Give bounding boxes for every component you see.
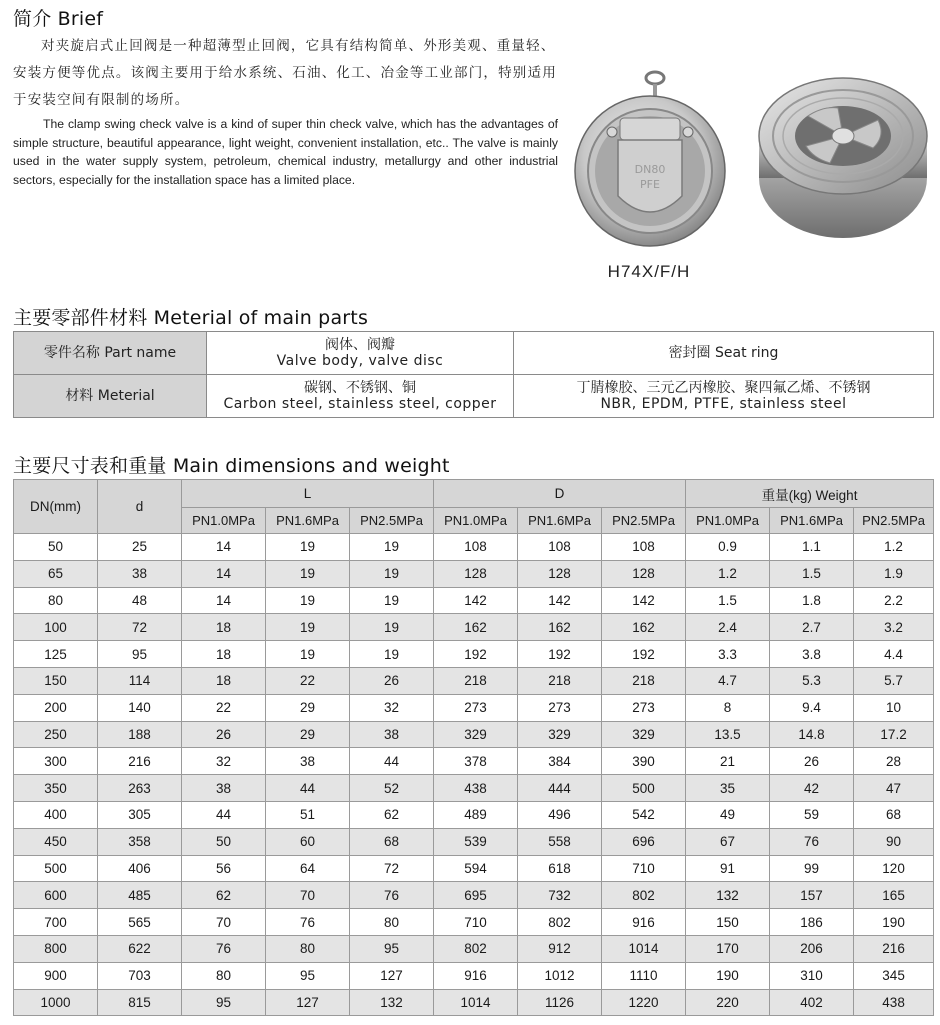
- table-cell: 216: [854, 935, 934, 962]
- table-cell: 310: [770, 962, 854, 989]
- table-cell: 142: [434, 587, 518, 614]
- table-cell: 21: [686, 748, 770, 775]
- table-cell: 100: [14, 614, 98, 641]
- valve-front-view: [575, 72, 725, 246]
- table-cell: 345: [854, 962, 934, 989]
- table-cell: 150: [14, 667, 98, 694]
- table-row: [14, 882, 934, 909]
- table-cell: 44: [182, 801, 266, 828]
- table-cell: 1014: [602, 935, 686, 962]
- parts-cell: 阀体、阀瓣 Valve body, valve disc: [207, 332, 514, 375]
- table-cell: 17.2: [854, 721, 934, 748]
- svg-text:DN80: DN80: [634, 163, 666, 176]
- header-pressure: PN1.6MPa: [518, 508, 602, 534]
- table-cell: 90: [854, 828, 934, 855]
- table-cell: 273: [602, 694, 686, 721]
- table-cell: 65: [14, 560, 98, 587]
- table-cell: 450: [14, 828, 98, 855]
- table-cell: 10: [854, 694, 934, 721]
- table-cell: 68: [350, 828, 434, 855]
- brief-chinese-text: 对夹旋启式止回阀是一种超薄型止回阀，它具有结构简单、外形美观、重量轻、安装方便等优点。该阀主要用于给水系统、石油、化工、冶金等工业部门，特别适用于安装空间有限制的场所。: [13, 38, 557, 108]
- table-cell: 192: [602, 641, 686, 668]
- table-row: [14, 375, 934, 418]
- table-cell: 99: [770, 855, 854, 882]
- table-cell: 42: [770, 775, 854, 802]
- table-cell: 329: [602, 721, 686, 748]
- table-cell: 95: [350, 935, 434, 962]
- table-cell: 76: [770, 828, 854, 855]
- table-cell: 300: [14, 748, 98, 775]
- table-cell: 38: [266, 748, 350, 775]
- table-cell: 19: [350, 560, 434, 587]
- table-cell: 19: [350, 641, 434, 668]
- table-cell: 120: [854, 855, 934, 882]
- table-cell: 1.1: [770, 534, 854, 561]
- table-cell: 56: [182, 855, 266, 882]
- table-cell: 38: [350, 721, 434, 748]
- table-cell: 162: [434, 614, 518, 641]
- table-cell: 273: [518, 694, 602, 721]
- table-cell: 19: [266, 587, 350, 614]
- table-cell: 80: [350, 909, 434, 936]
- table-row: [14, 332, 934, 375]
- table-cell: 26: [770, 748, 854, 775]
- table-cell: 329: [434, 721, 518, 748]
- table-cell: 732: [518, 882, 602, 909]
- table-cell: 108: [518, 534, 602, 561]
- table-cell: 28: [854, 748, 934, 775]
- table-cell: 700: [14, 909, 98, 936]
- table-cell: 5.3: [770, 667, 854, 694]
- table-cell: 26: [350, 667, 434, 694]
- table-cell: 162: [518, 614, 602, 641]
- table-cell: 80: [266, 935, 350, 962]
- parts-row-label: 零件名称 Part name: [14, 332, 207, 375]
- table-cell: 0.9: [686, 534, 770, 561]
- table-cell: 127: [266, 989, 350, 1016]
- table-cell: 162: [602, 614, 686, 641]
- table-cell: 500: [14, 855, 98, 882]
- table-cell: 4.4: [854, 641, 934, 668]
- table-cell: 125: [14, 641, 98, 668]
- table-cell: 47: [854, 775, 934, 802]
- header-L: L: [182, 480, 434, 508]
- table-cell: 2.2: [854, 587, 934, 614]
- table-cell: 62: [350, 801, 434, 828]
- table-cell: 22: [182, 694, 266, 721]
- header-weight: 重量(kg) Weight: [686, 480, 934, 508]
- table-cell: 489: [434, 801, 518, 828]
- table-cell: 438: [434, 775, 518, 802]
- table-cell: 29: [266, 721, 350, 748]
- table-cell: 19: [350, 534, 434, 561]
- table-cell: 50: [182, 828, 266, 855]
- table-cell: 157: [770, 882, 854, 909]
- table-cell: 38: [182, 775, 266, 802]
- table-cell: 5.7: [854, 667, 934, 694]
- table-cell: 186: [770, 909, 854, 936]
- table-cell: 132: [686, 882, 770, 909]
- valve-product-photo: [568, 28, 930, 253]
- table-cell: 406: [98, 855, 182, 882]
- table-cell: 594: [434, 855, 518, 882]
- table-cell: 622: [98, 935, 182, 962]
- parts-cell: 密封圈 Seat ring: [514, 332, 934, 375]
- table-cell: 142: [602, 587, 686, 614]
- table-cell: 1000: [14, 989, 98, 1016]
- table-cell: 192: [434, 641, 518, 668]
- table-cell: 142: [518, 587, 602, 614]
- table-cell: 19: [266, 641, 350, 668]
- table-cell: 22: [266, 667, 350, 694]
- table-cell: 3.2: [854, 614, 934, 641]
- table-cell: 1012: [518, 962, 602, 989]
- table-cell: 48: [98, 587, 182, 614]
- table-cell: 703: [98, 962, 182, 989]
- svg-text:PFE: PFE: [640, 178, 660, 191]
- table-row: [14, 909, 934, 936]
- table-row: [14, 667, 934, 694]
- table-cell: 67: [686, 828, 770, 855]
- table-cell: 95: [182, 989, 266, 1016]
- table-cell: 70: [182, 909, 266, 936]
- table-cell: 95: [266, 962, 350, 989]
- parts-cell: 碳钢、不锈钢、铜 Carbon steel, stainless steel, copper: [207, 375, 514, 418]
- table-cell: 32: [182, 748, 266, 775]
- table-cell: 29: [266, 694, 350, 721]
- table-cell: 132: [350, 989, 434, 1016]
- table-cell: 80: [182, 962, 266, 989]
- table-cell: 95: [98, 641, 182, 668]
- table-cell: 1126: [518, 989, 602, 1016]
- table-row: [14, 560, 934, 587]
- table-cell: 52: [350, 775, 434, 802]
- table-cell: 916: [434, 962, 518, 989]
- table-cell: 19: [266, 614, 350, 641]
- table-cell: 220: [686, 989, 770, 1016]
- dimensions-title: 主要尺寸表和重量 Main dimensions and weight: [13, 455, 450, 477]
- table-cell: 218: [434, 667, 518, 694]
- table-cell: 26: [182, 721, 266, 748]
- table-cell: 9.4: [770, 694, 854, 721]
- table-cell: 1.8: [770, 587, 854, 614]
- valve-side-view: [759, 78, 927, 238]
- table-cell: 802: [434, 935, 518, 962]
- table-cell: 4.7: [686, 667, 770, 694]
- table-cell: 76: [266, 909, 350, 936]
- table-cell: 49: [686, 801, 770, 828]
- table-cell: 190: [686, 962, 770, 989]
- table-cell: 2.7: [770, 614, 854, 641]
- table-cell: 350: [14, 775, 98, 802]
- table-row: [14, 694, 934, 721]
- parts-title: 主要零部件材料 Meterial of main parts: [13, 307, 369, 329]
- table-row: [14, 534, 934, 561]
- header-pressure: PN2.5MPa: [854, 508, 934, 534]
- table-cell: 14.8: [770, 721, 854, 748]
- table-cell: 76: [182, 935, 266, 962]
- table-cell: 218: [518, 667, 602, 694]
- header-pressure: PN2.5MPa: [602, 508, 686, 534]
- table-cell: 190: [854, 909, 934, 936]
- table-cell: 444: [518, 775, 602, 802]
- table-cell: 1.9: [854, 560, 934, 587]
- table-cell: 192: [518, 641, 602, 668]
- table-cell: 128: [602, 560, 686, 587]
- table-row: [14, 721, 934, 748]
- header-pressure: PN1.0MPa: [434, 508, 518, 534]
- header-D: D: [434, 480, 686, 508]
- table-cell: 18: [182, 641, 266, 668]
- table-cell: 485: [98, 882, 182, 909]
- table-cell: 3.3: [686, 641, 770, 668]
- table-cell: 1.5: [770, 560, 854, 587]
- header-pressure: PN1.0MPa: [686, 508, 770, 534]
- table-cell: 128: [434, 560, 518, 587]
- table-cell: 1.2: [686, 560, 770, 587]
- table-cell: 70: [266, 882, 350, 909]
- table-cell: 1.2: [854, 534, 934, 561]
- table-cell: 18: [182, 614, 266, 641]
- table-cell: 329: [518, 721, 602, 748]
- table-cell: 1014: [434, 989, 518, 1016]
- table-cell: 618: [518, 855, 602, 882]
- table-cell: 35: [686, 775, 770, 802]
- header-pressure: PN1.0MPa: [182, 508, 266, 534]
- table-cell: 438: [854, 989, 934, 1016]
- table-cell: 50: [14, 534, 98, 561]
- table-cell: 710: [434, 909, 518, 936]
- table-cell: 358: [98, 828, 182, 855]
- table-row: [14, 587, 934, 614]
- table-cell: 378: [434, 748, 518, 775]
- table-cell: 539: [434, 828, 518, 855]
- table-cell: 150: [686, 909, 770, 936]
- table-row: [14, 828, 934, 855]
- table-cell: 400: [14, 801, 98, 828]
- table-cell: 273: [434, 694, 518, 721]
- table-cell: 200: [14, 694, 98, 721]
- table-cell: 19: [266, 534, 350, 561]
- parts-cell: 丁腈橡胶、三元乙丙橡胶、聚四氟乙烯、不锈钢 NBR, EPDM, PTFE, stainless steel: [514, 375, 934, 418]
- table-cell: 188: [98, 721, 182, 748]
- table-cell: 76: [350, 882, 434, 909]
- table-row: [14, 935, 934, 962]
- table-cell: 19: [266, 560, 350, 587]
- table-cell: 250: [14, 721, 98, 748]
- table-cell: 80: [14, 587, 98, 614]
- table-cell: 68: [854, 801, 934, 828]
- table-cell: 14: [182, 587, 266, 614]
- table-cell: 565: [98, 909, 182, 936]
- header-dn: DN(mm): [14, 480, 98, 534]
- table-cell: 14: [182, 534, 266, 561]
- table-cell: 558: [518, 828, 602, 855]
- table-cell: 802: [518, 909, 602, 936]
- table-cell: 72: [98, 614, 182, 641]
- table-cell: 44: [266, 775, 350, 802]
- table-cell: 916: [602, 909, 686, 936]
- table-cell: 216: [98, 748, 182, 775]
- table-cell: 695: [434, 882, 518, 909]
- header-pressure: PN1.6MPa: [266, 508, 350, 534]
- table-cell: 912: [518, 935, 602, 962]
- dimensions-table: [13, 479, 934, 1016]
- table-row: [14, 855, 934, 882]
- table-cell: 206: [770, 935, 854, 962]
- table-cell: 25: [98, 534, 182, 561]
- table-cell: 32: [350, 694, 434, 721]
- table-cell: 1.5: [686, 587, 770, 614]
- table-cell: 2.4: [686, 614, 770, 641]
- table-cell: 91: [686, 855, 770, 882]
- table-cell: 218: [602, 667, 686, 694]
- table-cell: 60: [266, 828, 350, 855]
- table-cell: 800: [14, 935, 98, 962]
- table-row: [14, 641, 934, 668]
- table-cell: 62: [182, 882, 266, 909]
- table-cell: 108: [602, 534, 686, 561]
- table-row: [14, 962, 934, 989]
- table-cell: 13.5: [686, 721, 770, 748]
- table-row: [14, 801, 934, 828]
- table-cell: 128: [518, 560, 602, 587]
- table-cell: 19: [350, 614, 434, 641]
- brief-english-text: The clamp swing check valve is a kind of super thin check valve, which has the advantages of simple structure, beautiful appearance, light weight, convenient installation, etc.. The valve is mainly used in the water supply system, petroleum, chemical industry, metallurgy and other industrial sectors, especially for the installation space has a limited place.: [13, 117, 558, 187]
- table-cell: 802: [602, 882, 686, 909]
- table-cell: 18: [182, 667, 266, 694]
- table-cell: 496: [518, 801, 602, 828]
- table-cell: 127: [350, 962, 434, 989]
- table-cell: 114: [98, 667, 182, 694]
- parts-row-label: 材料 Meterial: [14, 375, 207, 418]
- table-cell: 14: [182, 560, 266, 587]
- table-cell: 384: [518, 748, 602, 775]
- table-cell: 900: [14, 962, 98, 989]
- table-cell: 19: [350, 587, 434, 614]
- header-pressure: PN1.6MPa: [770, 508, 854, 534]
- table-cell: 140: [98, 694, 182, 721]
- table-cell: 1110: [602, 962, 686, 989]
- table-cell: 170: [686, 935, 770, 962]
- table-cell: 263: [98, 775, 182, 802]
- table-cell: 38: [98, 560, 182, 587]
- header-pressure: PN2.5MPa: [350, 508, 434, 534]
- table-row: [14, 614, 934, 641]
- header-d: d: [98, 480, 182, 534]
- table-cell: 390: [602, 748, 686, 775]
- table-cell: 64: [266, 855, 350, 882]
- table-cell: 165: [854, 882, 934, 909]
- brief-title: 简介 Brief: [13, 8, 104, 30]
- table-cell: 1220: [602, 989, 686, 1016]
- table-cell: 51: [266, 801, 350, 828]
- table-row: [14, 989, 934, 1016]
- table-cell: 402: [770, 989, 854, 1016]
- table-cell: 696: [602, 828, 686, 855]
- table-cell: 44: [350, 748, 434, 775]
- table-row: [14, 748, 934, 775]
- table-row: [14, 775, 934, 802]
- table-cell: 542: [602, 801, 686, 828]
- table-cell: 3.8: [770, 641, 854, 668]
- table-cell: 600: [14, 882, 98, 909]
- table-cell: 8: [686, 694, 770, 721]
- table-cell: 710: [602, 855, 686, 882]
- table-cell: 108: [434, 534, 518, 561]
- table-cell: 815: [98, 989, 182, 1016]
- table-cell: 500: [602, 775, 686, 802]
- table-cell: 72: [350, 855, 434, 882]
- parts-table: [13, 331, 934, 418]
- model-number: H74X/F/H: [607, 262, 691, 281]
- table-cell: 305: [98, 801, 182, 828]
- table-cell: 59: [770, 801, 854, 828]
